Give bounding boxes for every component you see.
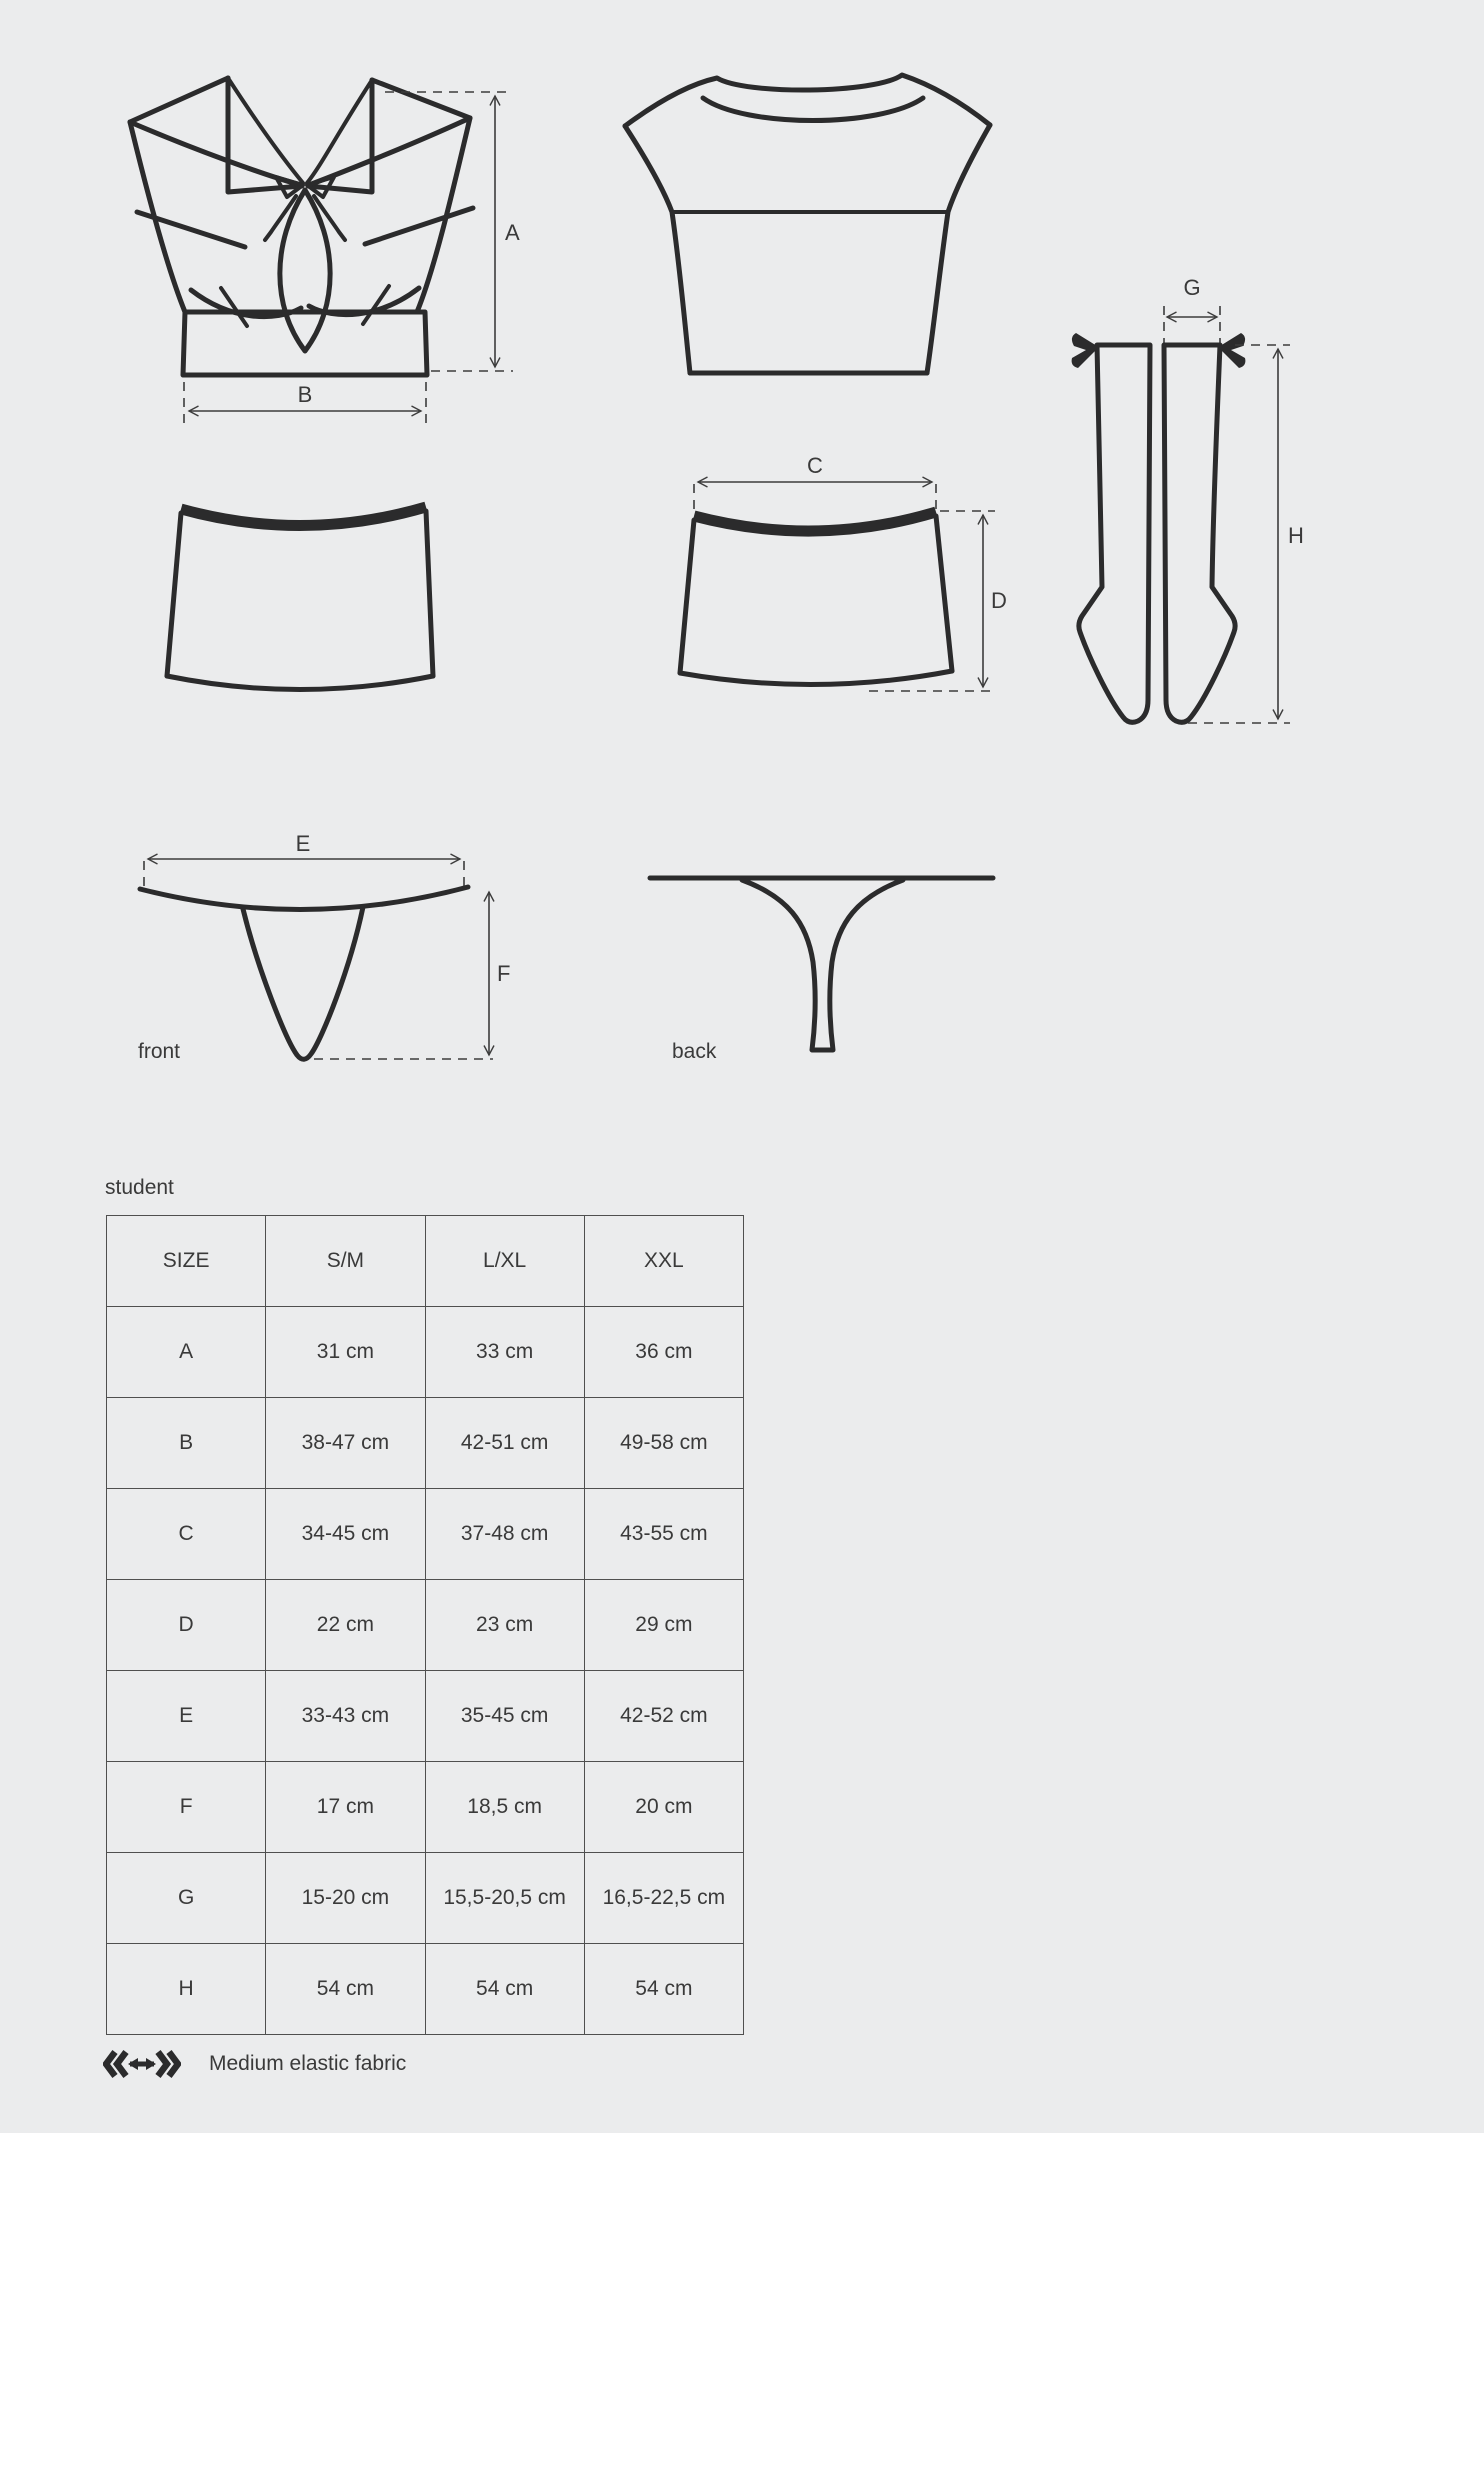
size-table xyxy=(106,1215,744,2035)
table-header-row xyxy=(107,1216,744,1307)
skirt-front-waistband xyxy=(181,507,426,526)
header-size: SIZE xyxy=(107,1216,266,1307)
value-cell: 29 cm xyxy=(584,1580,743,1671)
header-sm: S/M xyxy=(266,1216,425,1307)
header-lxl: L/XL xyxy=(425,1216,584,1307)
dim-e-label: E xyxy=(295,831,311,856)
skirt-front-left-side xyxy=(167,513,181,676)
top-front-right-neckline xyxy=(309,118,470,185)
right-stocking-bow-icon xyxy=(1220,333,1245,368)
value-cell: 16,5-22,5 cm xyxy=(584,1853,743,1944)
thong-front-panel xyxy=(243,907,363,1059)
top-back-diagram xyxy=(585,50,1005,385)
fabric-note-text: Medium elastic fabric xyxy=(209,2052,407,2075)
left-stocking-outline xyxy=(1079,345,1150,722)
thong-back-diagram xyxy=(630,850,1010,1065)
thong-front-waist xyxy=(140,887,468,910)
dim-cell: B xyxy=(107,1398,266,1489)
top-back-collar-inner xyxy=(703,98,923,121)
dim-cell: D xyxy=(107,1580,266,1671)
fabric-note xyxy=(103,2050,406,2078)
dim-cell: A xyxy=(107,1307,266,1398)
top-back-left-side xyxy=(625,126,690,373)
bow-ribbon-loop xyxy=(280,190,330,351)
dim-g-label: G xyxy=(1183,275,1201,300)
dim-cell: E xyxy=(107,1671,266,1762)
value-cell: 37-48 cm xyxy=(425,1489,584,1580)
value-cell: 33 cm xyxy=(425,1307,584,1398)
stockings-diagram xyxy=(1030,250,1320,740)
top-front-right-lapel-edge xyxy=(307,80,372,183)
value-cell: 54 cm xyxy=(425,1944,584,2035)
header-xxl: XXL xyxy=(584,1216,743,1307)
skirt-back-diagram xyxy=(640,440,1005,725)
value-cell: 38-47 cm xyxy=(266,1398,425,1489)
value-cell: 18,5 cm xyxy=(425,1762,584,1853)
dim-cell: F xyxy=(107,1762,266,1853)
top-front-left-shoulder xyxy=(130,78,228,122)
value-cell: 54 cm xyxy=(584,1944,743,2035)
top-front-right-shoulder xyxy=(372,80,470,118)
skirt-back-right-side xyxy=(936,516,952,671)
value-cell: 22 cm xyxy=(266,1580,425,1671)
top-front-right-side xyxy=(417,118,470,312)
top-front-diagram xyxy=(95,50,525,440)
thong-back-strip xyxy=(742,880,903,1050)
table-row xyxy=(107,1307,744,1398)
size-table-container xyxy=(106,1215,744,2035)
back-view-label: back xyxy=(672,1040,717,1063)
value-cell: 42-52 cm xyxy=(584,1671,743,1762)
left-stocking-bow-icon xyxy=(1072,333,1097,368)
dim-c-label: C xyxy=(807,453,823,478)
table-row xyxy=(107,1398,744,1489)
table-row xyxy=(107,1944,744,2035)
value-cell: 34-45 cm xyxy=(266,1489,425,1580)
dim-a-label: A xyxy=(505,220,520,245)
value-cell: 49-58 cm xyxy=(584,1398,743,1489)
dim-h-label: H xyxy=(1288,523,1304,548)
value-cell: 42-51 cm xyxy=(425,1398,584,1489)
skirt-back-waistband xyxy=(694,512,936,531)
value-cell: 33-43 cm xyxy=(266,1671,425,1762)
dim-b-label: B xyxy=(297,382,313,407)
dim-cell: H xyxy=(107,1944,266,2035)
value-cell: 15,5-20,5 cm xyxy=(425,1853,584,1944)
value-cell: 23 cm xyxy=(425,1580,584,1671)
table-row xyxy=(107,1489,744,1580)
right-stocking-outline xyxy=(1164,345,1235,722)
skirt-front-diagram xyxy=(145,470,455,710)
value-cell: 31 cm xyxy=(266,1307,425,1398)
value-cell: 36 cm xyxy=(584,1307,743,1398)
top-front-right-yoke-seam xyxy=(365,208,473,244)
elastic-fabric-icon xyxy=(103,2050,181,2078)
dim-cell: C xyxy=(107,1489,266,1580)
skirt-front-right-side xyxy=(426,511,433,676)
skirt-back-hem xyxy=(680,671,952,685)
dim-f-label: F xyxy=(497,961,511,986)
front-view-label: front xyxy=(138,1040,181,1063)
value-cell: 35-45 cm xyxy=(425,1671,584,1762)
product-name: student xyxy=(105,1176,174,1199)
value-cell: 17 cm xyxy=(266,1762,425,1853)
value-cell: 15-20 cm xyxy=(266,1853,425,1944)
table-row xyxy=(107,1580,744,1671)
value-cell: 43-55 cm xyxy=(584,1489,743,1580)
table-row xyxy=(107,1853,744,1944)
top-front-band xyxy=(183,312,427,375)
skirt-front-hem xyxy=(167,676,433,690)
value-cell: 54 cm xyxy=(266,1944,425,2035)
table-row xyxy=(107,1762,744,1853)
top-back-right-side xyxy=(927,125,990,373)
skirt-back-left-side xyxy=(680,520,694,673)
dim-cell: G xyxy=(107,1853,266,1944)
value-cell: 20 cm xyxy=(584,1762,743,1853)
table-row xyxy=(107,1671,744,1762)
dim-d-label: D xyxy=(991,588,1007,613)
